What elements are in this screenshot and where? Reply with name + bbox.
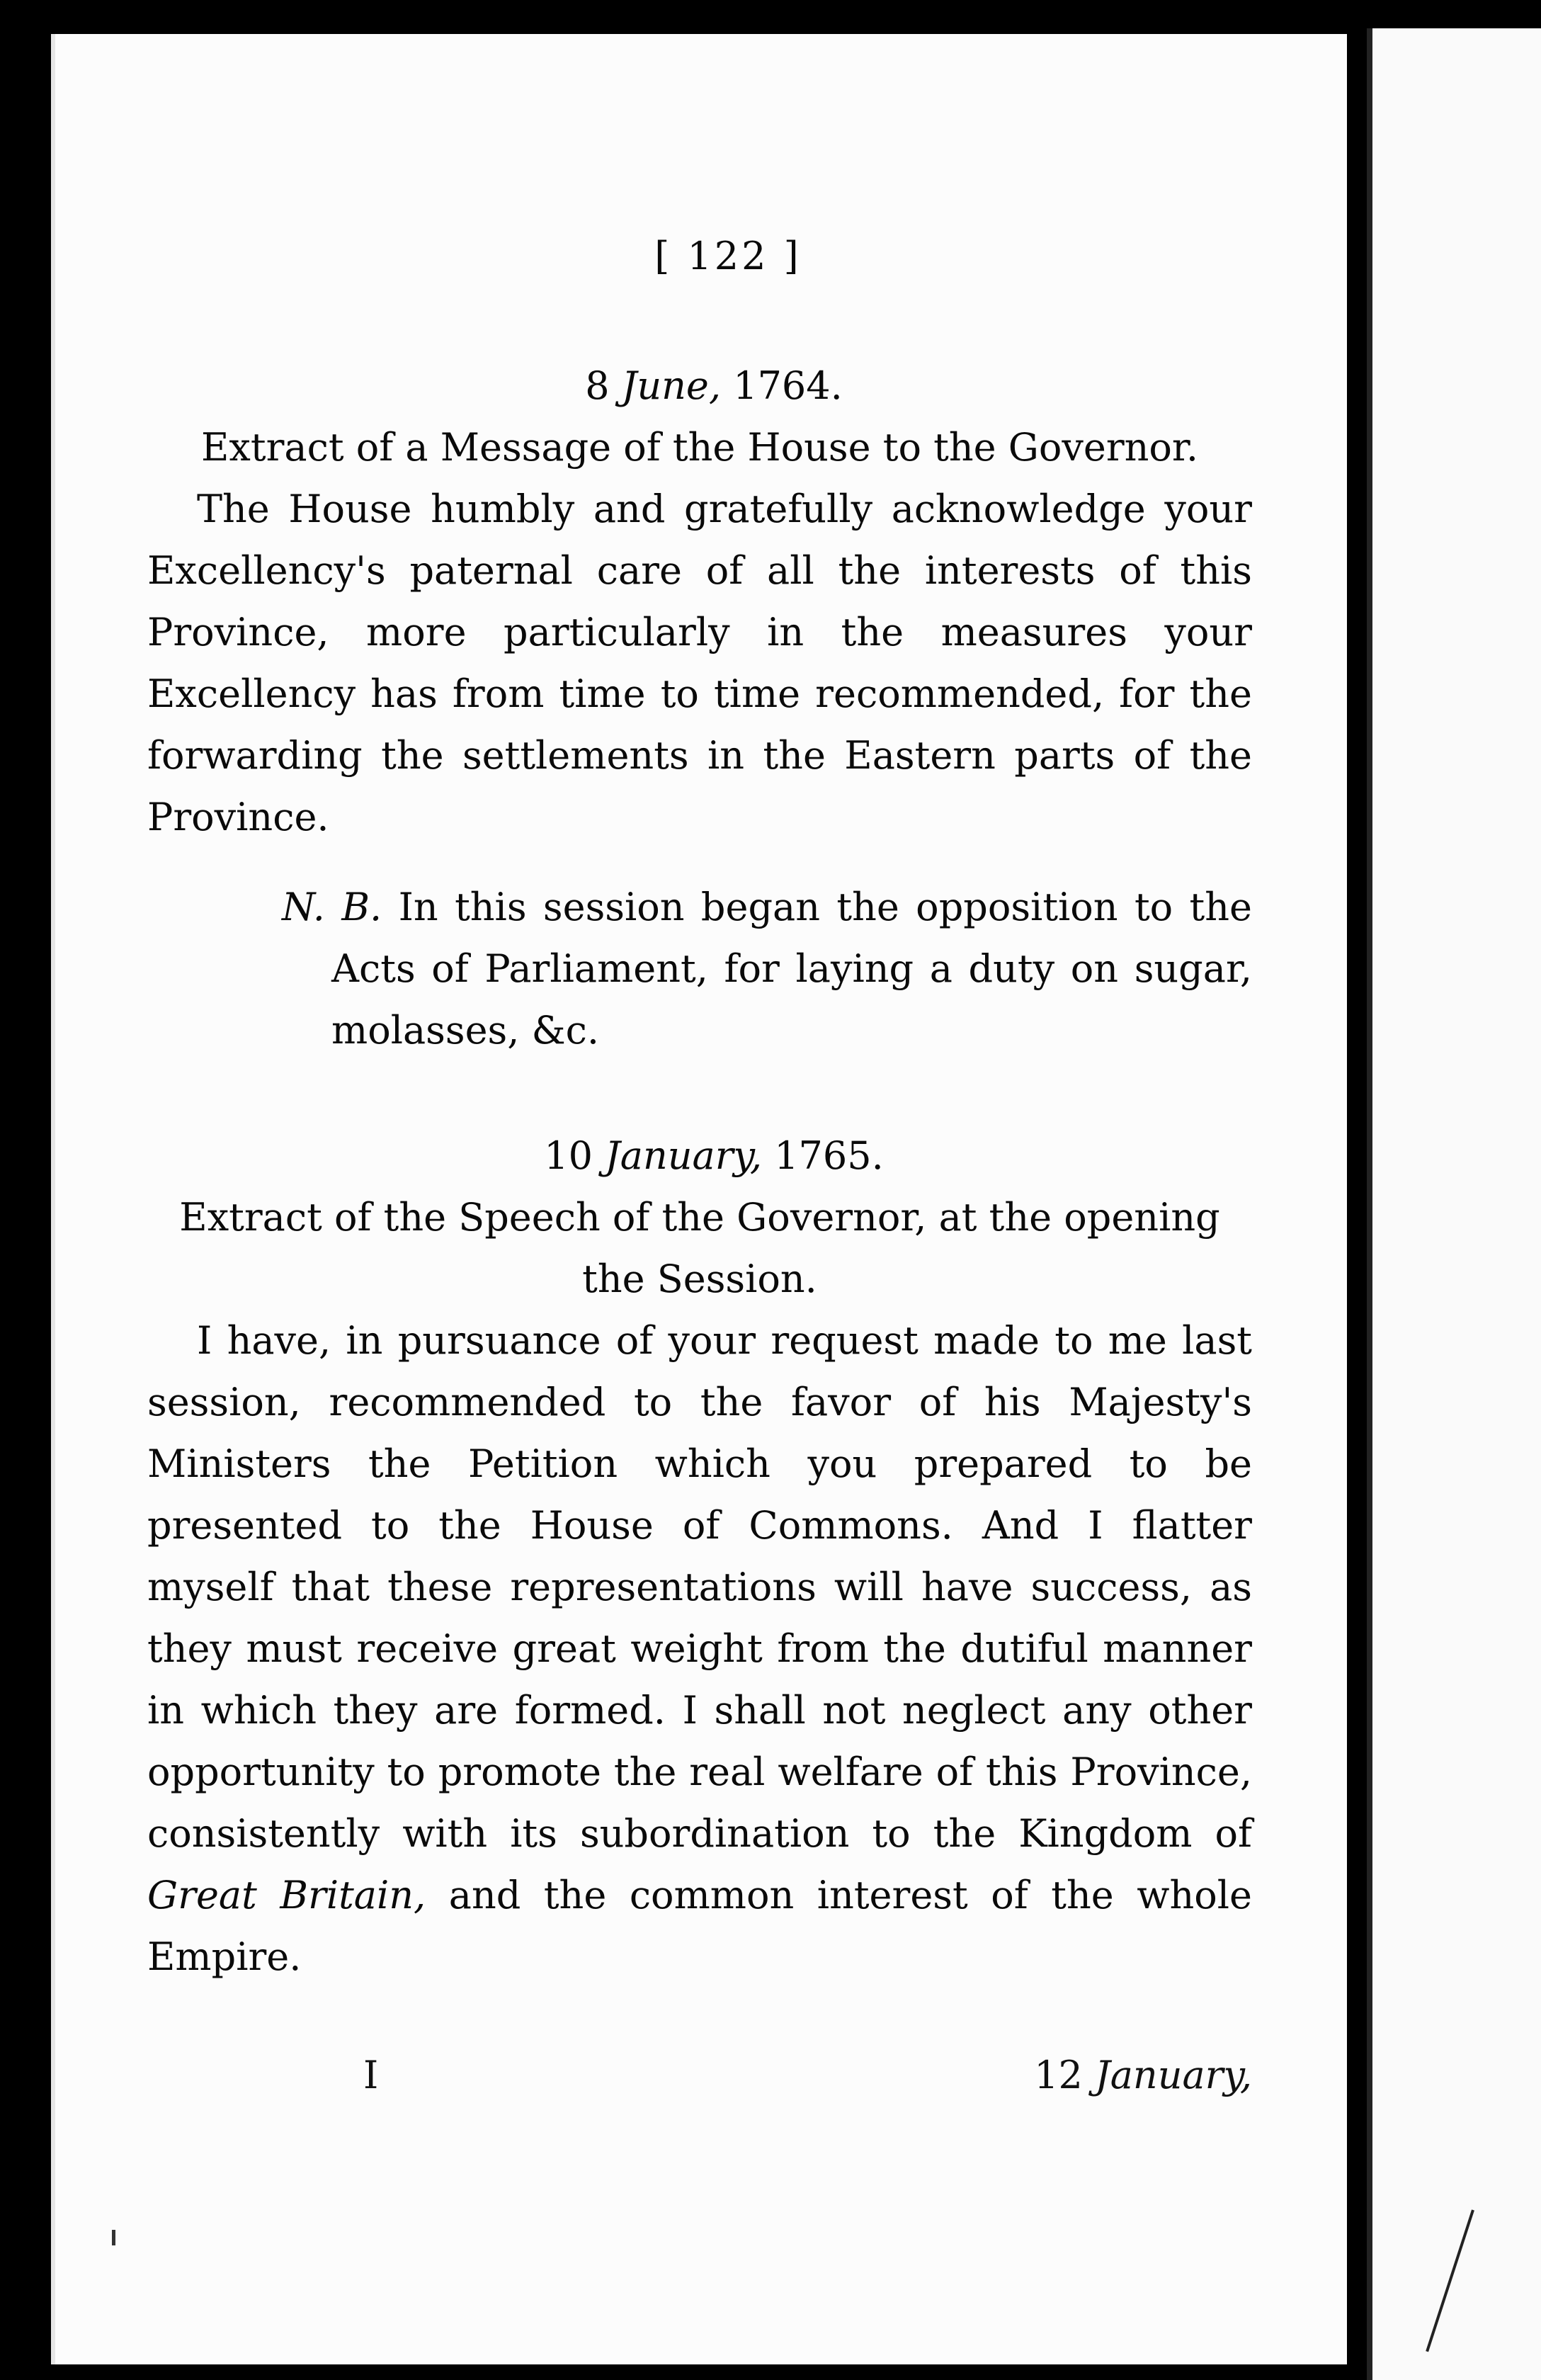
entry-body-2-italic: Great Britain, bbox=[147, 1873, 426, 1917]
entry-date-2-day: 10 bbox=[544, 1133, 593, 1178]
catchword bbox=[1034, 2053, 1252, 2097]
page-number: [ 122 ] bbox=[654, 234, 802, 278]
entry-body-2-part-a: I have, in pursuance of your request made to me last session, recommended to the favor of his Majesty's Ministers the Petition which you prepared to be presented to the House of Commons. And I flatter myself that these representations will have success, as they must receive great weight from the dutiful manner in which they are formed. I shall not neglect any other opportunity to promote the real welfare of this Province, consistently with its subordination to the Kingdom of bbox=[147, 1318, 1252, 1856]
catchword-text: January, bbox=[1095, 2053, 1252, 2097]
entry-heading-2: Extract of the Speech of the Governor, at the opening the Session. bbox=[179, 1195, 1220, 1301]
editorial-note bbox=[147, 876, 1252, 1061]
entry-date-2-year: 1765. bbox=[774, 1133, 884, 1178]
scan-border bbox=[0, 0, 50, 2380]
ink-smudge bbox=[112, 2230, 115, 2245]
catchword-number: 12 bbox=[1034, 2053, 1083, 2097]
facing-page-edge bbox=[1367, 28, 1541, 2380]
entry-date-2 bbox=[147, 1125, 1252, 1186]
entry-heading-1: Extract of a Message of the House to the Governor. bbox=[201, 425, 1198, 470]
entry-date-1-day: 8 bbox=[585, 363, 610, 408]
page-text bbox=[147, 225, 1252, 1988]
note-text: In this session began the opposition to the Acts of Parliament, for laying a duty on sugar, molasses, &c. bbox=[331, 885, 1252, 1053]
crease-mark bbox=[1426, 2209, 1474, 2352]
entry-body-2-part-b: and the common interest of the whole Empire. bbox=[147, 1873, 1252, 1979]
entry-date-2-month: January, bbox=[605, 1133, 763, 1178]
entry-body-1: The House humbly and gratefully acknowledge your Excellency's paternal care of all the interests of this Province, more particularly in the measures your Excellency has from time to time recommended, for the forwarding the settlements in the Eastern parts of the Province. bbox=[147, 487, 1252, 839]
entry-date-1 bbox=[147, 355, 1252, 416]
signature-mark: I bbox=[363, 2053, 379, 2097]
note-label: N. B. bbox=[282, 885, 382, 929]
book-page bbox=[51, 34, 1347, 2364]
entry-date-1-year: 1764. bbox=[733, 363, 843, 408]
entry-body-2 bbox=[147, 1310, 1252, 1988]
entry-date-1-month: June, bbox=[621, 363, 722, 408]
